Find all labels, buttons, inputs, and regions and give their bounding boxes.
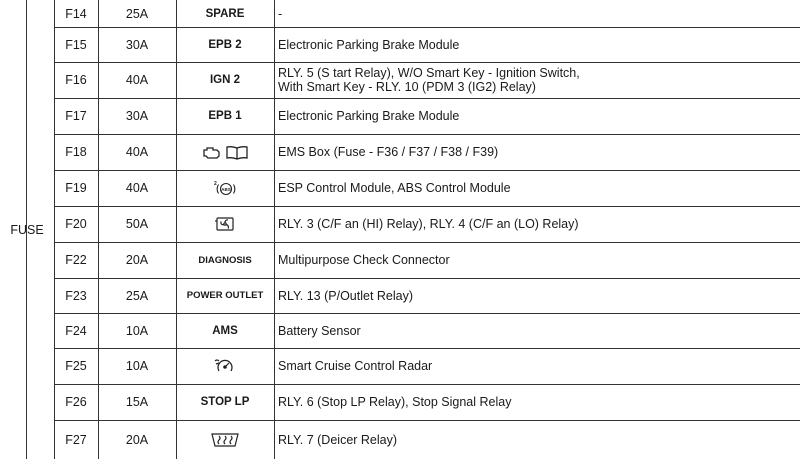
description-line: Electronic Parking Brake Module xyxy=(278,37,460,52)
description-line: RLY. 13 (P/Outlet Relay) xyxy=(278,288,414,303)
smart-cruise-icon xyxy=(176,348,274,384)
fuse-id: F24 xyxy=(65,323,87,338)
fuse-amperage: 20A xyxy=(125,253,149,267)
description-line: Multipurpose Check Connector xyxy=(278,253,450,267)
fuse-amperage: 25A xyxy=(125,288,149,303)
table-row xyxy=(54,62,800,98)
protected-component xyxy=(278,278,792,313)
protected-component xyxy=(278,242,792,278)
description-line: Electronic Parking Brake Module xyxy=(278,109,460,123)
fuse-amperage: 25A xyxy=(125,6,149,21)
fuse-amperage: 40A xyxy=(125,181,149,195)
row-divider xyxy=(54,206,800,207)
protected-component xyxy=(278,0,792,27)
description-line: RLY. 6 (Stop LP Relay), Stop Signal Relay xyxy=(278,395,512,409)
fuse-id: F15 xyxy=(65,37,87,52)
table-row xyxy=(54,206,800,242)
fuse-id: F16 xyxy=(65,73,87,87)
description-line: ESP Control Module, ABS Control Module xyxy=(278,181,511,195)
protected-component xyxy=(278,420,792,459)
protected-component xyxy=(278,134,792,170)
table-row xyxy=(54,98,800,134)
description-line: - xyxy=(278,6,283,21)
protected-component xyxy=(278,384,792,420)
description-line: With Smart Key - RLY. 10 (PDM 3 (IG2) Relay) xyxy=(278,80,536,94)
fuse-amperage: 50A xyxy=(125,217,149,231)
fuse-amperage: 20A xyxy=(125,432,149,447)
table-row xyxy=(54,134,800,170)
table-row xyxy=(54,0,800,27)
table-row xyxy=(54,170,800,206)
protected-component xyxy=(278,170,792,206)
fuse-id: F14 xyxy=(65,6,87,21)
protected-component xyxy=(278,348,792,384)
fuse-amperage: 10A xyxy=(125,359,149,373)
description-line: RLY. 3 (C/F an (HI) Relay), RLY. 4 (C/F an (LO) Relay) xyxy=(278,217,579,231)
svg-text:2: 2 xyxy=(214,181,217,187)
protected-component xyxy=(278,98,792,134)
fuse-symbol: STOP LP xyxy=(200,396,250,408)
fuse-amperage: 15A xyxy=(125,395,149,409)
fuse-id: F20 xyxy=(65,217,87,231)
fuse-amperage: 40A xyxy=(125,145,149,159)
rear-defroster-icon xyxy=(176,420,274,459)
fuse-id: F19 xyxy=(65,181,87,195)
row-divider xyxy=(54,384,800,385)
fuse-symbol: EPB 1 xyxy=(208,110,242,122)
description-line: RLY. 7 (Deicer Relay) xyxy=(278,432,398,447)
row-divider xyxy=(54,348,800,349)
row-divider xyxy=(54,313,800,314)
protected-component xyxy=(278,313,792,348)
row-divider xyxy=(54,278,800,279)
table-row xyxy=(54,348,800,384)
svg-text:ABS: ABS xyxy=(221,186,231,192)
table-row xyxy=(54,27,800,62)
table-row xyxy=(54,384,800,420)
protected-component xyxy=(278,62,792,98)
engine-check-book-icon xyxy=(176,134,274,170)
fuse-amperage: 30A xyxy=(125,109,149,123)
row-divider xyxy=(54,98,800,99)
fuse-id: F22 xyxy=(65,253,87,267)
row-divider xyxy=(54,170,800,171)
fuse-symbol: AMS xyxy=(212,324,238,337)
fuse-id: F17 xyxy=(65,109,87,123)
description-line: RLY. 5 (S tart Relay), W/O Smart Key - Ignition Switch, xyxy=(278,66,580,80)
row-divider xyxy=(54,420,800,421)
fuse-id: F18 xyxy=(65,145,87,159)
protected-component xyxy=(278,206,792,242)
table-row xyxy=(54,242,800,278)
row-divider xyxy=(54,27,800,28)
row-divider xyxy=(54,62,800,63)
fuse-symbol: SPARE xyxy=(205,7,245,20)
fuse-symbol: DIAGNOSIS xyxy=(198,254,252,266)
fuse-amperage: 10A xyxy=(125,323,149,338)
fuse-id: F25 xyxy=(65,359,87,373)
protected-component xyxy=(278,27,792,62)
row-divider xyxy=(54,134,800,135)
fuse-amperage: 30A xyxy=(125,37,149,52)
abs-icon xyxy=(176,170,274,206)
row-divider xyxy=(54,242,800,243)
fuse-id: F27 xyxy=(65,432,87,447)
fuse-id: F26 xyxy=(65,395,87,409)
fuse-symbol: EPB 2 xyxy=(208,38,242,51)
description-line: EMS Box (Fuse - F36 / F37 / F38 / F39) xyxy=(278,145,499,159)
group-label-fuse: FUSE xyxy=(10,222,44,237)
fuse-symbol: POWER OUTLET xyxy=(186,290,264,301)
fuse-symbol: IGN 2 xyxy=(209,74,241,86)
fuse-id: F23 xyxy=(65,288,87,303)
description-line: Battery Sensor xyxy=(278,323,361,338)
cooling-fan-icon xyxy=(176,206,274,242)
fuse-amperage: 40A xyxy=(125,73,149,87)
table-row xyxy=(54,420,800,459)
description-line: Smart Cruise Control Radar xyxy=(278,359,433,373)
table-row xyxy=(54,313,800,348)
table-row xyxy=(54,278,800,313)
